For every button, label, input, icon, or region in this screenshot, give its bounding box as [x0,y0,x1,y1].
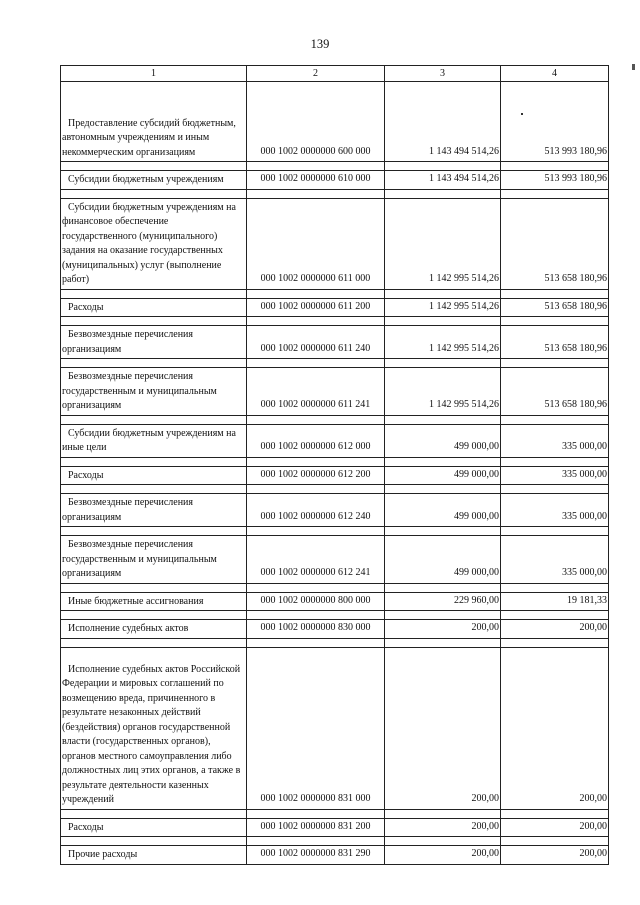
row-spacer [61,485,609,494]
row-amount-3: 200,00 [385,620,501,639]
row-spacer [61,317,609,326]
row-amount-4: 335 000,00 [501,424,609,457]
row-amount-3: 499 000,00 [385,536,501,584]
row-amount-3: 200,00 [385,818,501,837]
row-amount-3: 1 142 995 514,26 [385,368,501,416]
row-spacer [61,611,609,620]
row-amount-3: 200,00 [385,647,501,809]
table-row [61,846,609,865]
row-amount-4: 513 993 180,96 [501,171,609,190]
row-spacer [61,359,609,368]
table-row [61,466,609,485]
row-code: 000 1002 0000000 612 000 [247,424,385,457]
row-spacer [61,457,609,466]
row-amount-3: 200,00 [385,846,501,865]
row-spacer [61,638,609,647]
scan-edge-mark [632,64,635,70]
row-amount-3: 1 143 494 514,26 [385,82,501,162]
row-code: 000 1002 0000000 612 200 [247,466,385,485]
row-amount-4: 335 000,00 [501,494,609,527]
table-row [61,326,609,359]
column-header-1: 1 [61,66,247,82]
row-amount-4: 513 658 180,96 [501,368,609,416]
row-name: Расходы [61,298,247,317]
row-code: 000 1002 0000000 830 000 [247,620,385,639]
row-name: Безвозмездные перечисления организациям [61,326,247,359]
row-spacer [61,837,609,846]
table-row [61,494,609,527]
row-amount-3: 1 142 995 514,26 [385,198,501,289]
row-code: 000 1002 0000000 611 200 [247,298,385,317]
row-spacer [61,583,609,592]
row-amount-4: 335 000,00 [501,466,609,485]
row-code: 000 1002 0000000 611 240 [247,326,385,359]
row-name: Расходы [61,466,247,485]
row-name: Иные бюджетные ассигнования [61,592,247,611]
row-code: 000 1002 0000000 831 290 [247,846,385,865]
table-row [61,592,609,611]
table-row [61,818,609,837]
table-row [61,620,609,639]
row-name: Предоставление субсидий бюджетным, автономным учреждениям и иным некоммерческим организациям [61,82,247,162]
table-row [61,536,609,584]
row-name: Безвозмездные перечисления государственным и муниципальным организациям [61,536,247,584]
row-spacer [61,415,609,424]
row-amount-4: 200,00 [501,818,609,837]
row-code: 000 1002 0000000 600 000 [247,82,385,162]
row-name: Исполнение судебных актов [61,620,247,639]
table-row [61,424,609,457]
row-name: Безвозмездные перечисления государственным и муниципальным организациям [61,368,247,416]
row-code: 000 1002 0000000 611 000 [247,198,385,289]
row-name: Расходы [61,818,247,837]
row-code: 000 1002 0000000 612 241 [247,536,385,584]
row-code: 000 1002 0000000 831 200 [247,818,385,837]
table-row [61,82,609,162]
row-amount-3: 1 142 995 514,26 [385,326,501,359]
row-code: 000 1002 0000000 610 000 [247,171,385,190]
row-spacer [61,162,609,171]
row-code: 000 1002 0000000 831 000 [247,647,385,809]
column-header-3: 3 [385,66,501,82]
row-amount-4: 335 000,00 [501,536,609,584]
page-number: 139 [310,37,330,51]
row-spacer [61,527,609,536]
row-name: Прочие расходы [61,846,247,865]
row-name: Безвозмездные перечисления организациям [61,494,247,527]
row-name: Субсидии бюджетным учреждениям [61,171,247,190]
table-row [61,298,609,317]
row-code: 000 1002 0000000 612 240 [247,494,385,527]
row-name: Исполнение судебных актов Российской Федерации и мировых соглашений по возмещению вреда, причиненного в результате незаконных действий (бездействия) органов государственной власти (государственных органов), органов местного самоуправления либо должностных лиц этих органов, а также в результате деятельности казенных учреждений [61,647,247,809]
row-amount-3: 499 000,00 [385,494,501,527]
row-amount-4: 19 181,33 [501,592,609,611]
row-amount-4: 200,00 [501,620,609,639]
table-row [61,171,609,190]
row-spacer [61,809,609,818]
row-name: Субсидии бюджетным учреждениям на иные цели [61,424,247,457]
row-amount-3: 229 960,00 [385,592,501,611]
row-amount-4: 513 658 180,96 [501,326,609,359]
row-amount-4: 513 658 180,96 [501,198,609,289]
budget-table [60,65,609,865]
row-spacer [61,289,609,298]
row-spacer [61,189,609,198]
table-row [61,647,609,809]
row-code: 000 1002 0000000 611 241 [247,368,385,416]
row-amount-3: 1 142 995 514,26 [385,298,501,317]
header-row [61,66,609,82]
column-header-4: 4 [501,66,609,82]
table-row [61,198,609,289]
row-amount-3: 499 000,00 [385,466,501,485]
table-row [61,368,609,416]
row-amount-3: 499 000,00 [385,424,501,457]
column-header-2: 2 [247,66,385,82]
row-amount-4: 513 658 180,96 [501,298,609,317]
row-amount-4: 200,00 [501,647,609,809]
row-code: 000 1002 0000000 800 000 [247,592,385,611]
row-amount-4: 200,00 [501,846,609,865]
row-amount-3: 1 143 494 514,26 [385,171,501,190]
row-amount-4: 513 993 180,96 [501,82,609,162]
row-name: Субсидии бюджетным учреждениям на финансовое обеспечение государственного (муниципального) задания на оказание государственных (муниципальных) услуг (выполнение работ) [61,198,247,289]
